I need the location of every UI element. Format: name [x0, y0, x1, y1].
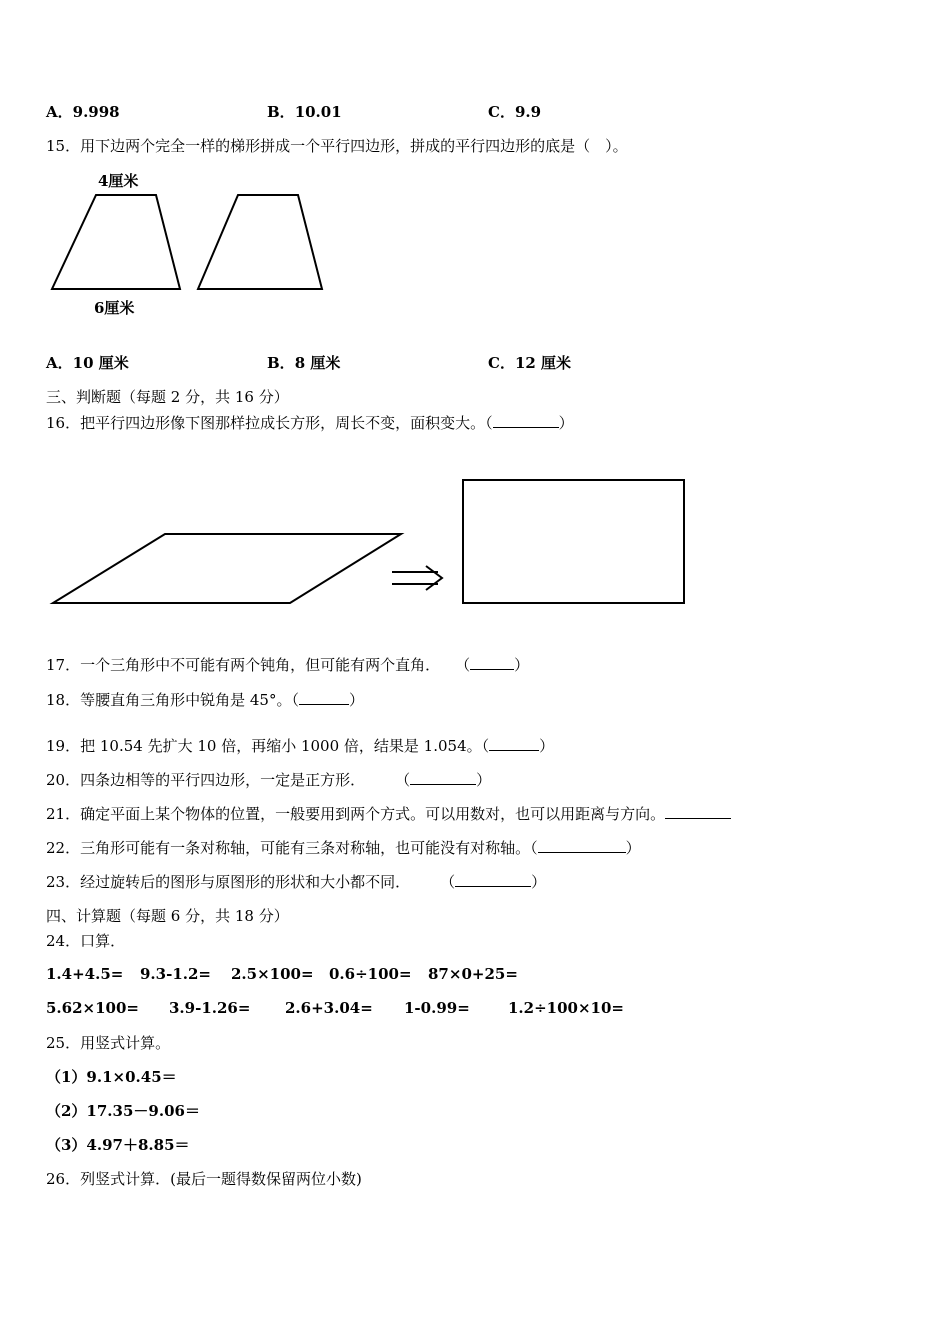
close-paren: ）	[476, 771, 492, 789]
oral-calc-item: 5.62×100=	[46, 999, 139, 1017]
q17	[46, 655, 529, 675]
option-letter: C．	[488, 354, 515, 372]
close-paren: ）	[558, 414, 574, 432]
trapezoid-top-label: 4厘米	[98, 172, 139, 190]
answer-blank[interactable]	[455, 872, 531, 887]
q23	[46, 872, 546, 892]
trapezoid-bottom-label: 6厘米	[94, 299, 135, 317]
q25-text: 25．用竖式计算。	[46, 1034, 171, 1052]
parallelogram	[53, 534, 401, 603]
oral-calc-item: 2.6+3.04=	[285, 999, 373, 1017]
q18	[46, 690, 364, 710]
option-value: 12 厘米	[514, 354, 572, 372]
answer-blank[interactable]	[410, 770, 476, 785]
option-letter: C．	[488, 103, 515, 121]
answer-blank[interactable]	[470, 655, 514, 670]
q22	[46, 838, 641, 858]
oral-calc-item: 2.5×100=	[231, 965, 314, 983]
section-4-title: 四、计算题（每题 6 分，共 18 分）	[46, 907, 289, 925]
close-paren: ）	[348, 691, 364, 709]
q20	[46, 770, 491, 790]
option-letter: A．	[46, 103, 73, 121]
question-text: 16．把平行四边形像下图那样拉成长方形，周长不变，面积变大。（	[46, 414, 493, 432]
question-text: 23．经过旋转后的图形与原图形的形状和大小都不同． （	[46, 873, 456, 891]
option-letter: B．	[267, 103, 295, 121]
rectangle	[463, 480, 684, 603]
answer-blank[interactable]	[538, 838, 626, 853]
oral-calc-item: 0.6÷100=	[329, 965, 412, 983]
option-value: 10.01	[294, 103, 342, 121]
oral-calc-item: 1.2÷100×10=	[508, 999, 624, 1017]
close-paren: ）	[539, 737, 555, 755]
q26-text: 26．列竖式计算．(最后一题得数保留两位小数)	[46, 1170, 362, 1188]
question-text: 19．把 10.54 先扩大 10 倍，再缩小 1000 倍，结果是 1.054。（	[46, 737, 490, 755]
option-value: 8 厘米	[294, 354, 341, 372]
option-value: 9.998	[72, 103, 120, 121]
option-value: 10 厘米	[72, 354, 129, 372]
answer-blank[interactable]	[489, 736, 539, 751]
oral-calc-item: 87×0+25=	[428, 965, 518, 983]
q19	[46, 736, 554, 756]
q21	[46, 804, 731, 824]
oral-calc-item: 1-0.99=	[404, 999, 470, 1017]
question-text: 17．一个三角形中不可能有两个钝角，但可能有两个直角． （	[46, 656, 471, 674]
oral-calc-item: 9.3-1.2=	[140, 965, 211, 983]
vertical-calc-item: （1）9.1×0.45＝	[46, 1068, 177, 1086]
option-value: 9.9	[514, 103, 542, 121]
answer-blank[interactable]	[665, 804, 731, 819]
double-arrow-icon	[392, 566, 442, 590]
option-letter: A．	[46, 354, 73, 372]
oral-calc-item: 3.9-1.26=	[169, 999, 251, 1017]
oral-calc-item: 1.4+4.5=	[46, 965, 124, 983]
option-letter: B．	[267, 354, 295, 372]
q24-text: 24．口算．	[46, 932, 126, 950]
close-paren: ）	[514, 656, 530, 674]
q15-text: 15．用下边两个完全一样的梯形拼成一个平行四边形，拼成的平行四边形的底是（ ）。	[46, 137, 628, 155]
close-paren: ）	[531, 873, 547, 891]
vertical-calc-item: （2）17.35－9.06＝	[46, 1102, 200, 1120]
answer-blank[interactable]	[299, 690, 349, 705]
question-text: 20．四条边相等的平行四边形，一定是正方形． （	[46, 771, 411, 789]
vertical-calc-item: （3）4.97＋8.85＝	[46, 1136, 190, 1154]
question-text: 21．确定平面上某个物体的位置，一般要用到两个方式。可以用数对，也可以用距离与方向。	[46, 805, 666, 823]
question-text: 18．等腰直角三角形中锐角是 45°。（	[46, 691, 299, 709]
question-text: 22．三角形可能有一条对称轴，可能有三条对称轴，也可能没有对称轴。（	[46, 839, 538, 857]
close-paren: ）	[625, 839, 641, 857]
section-3-title: 三、判断题（每题 2 分，共 16 分）	[46, 388, 289, 406]
